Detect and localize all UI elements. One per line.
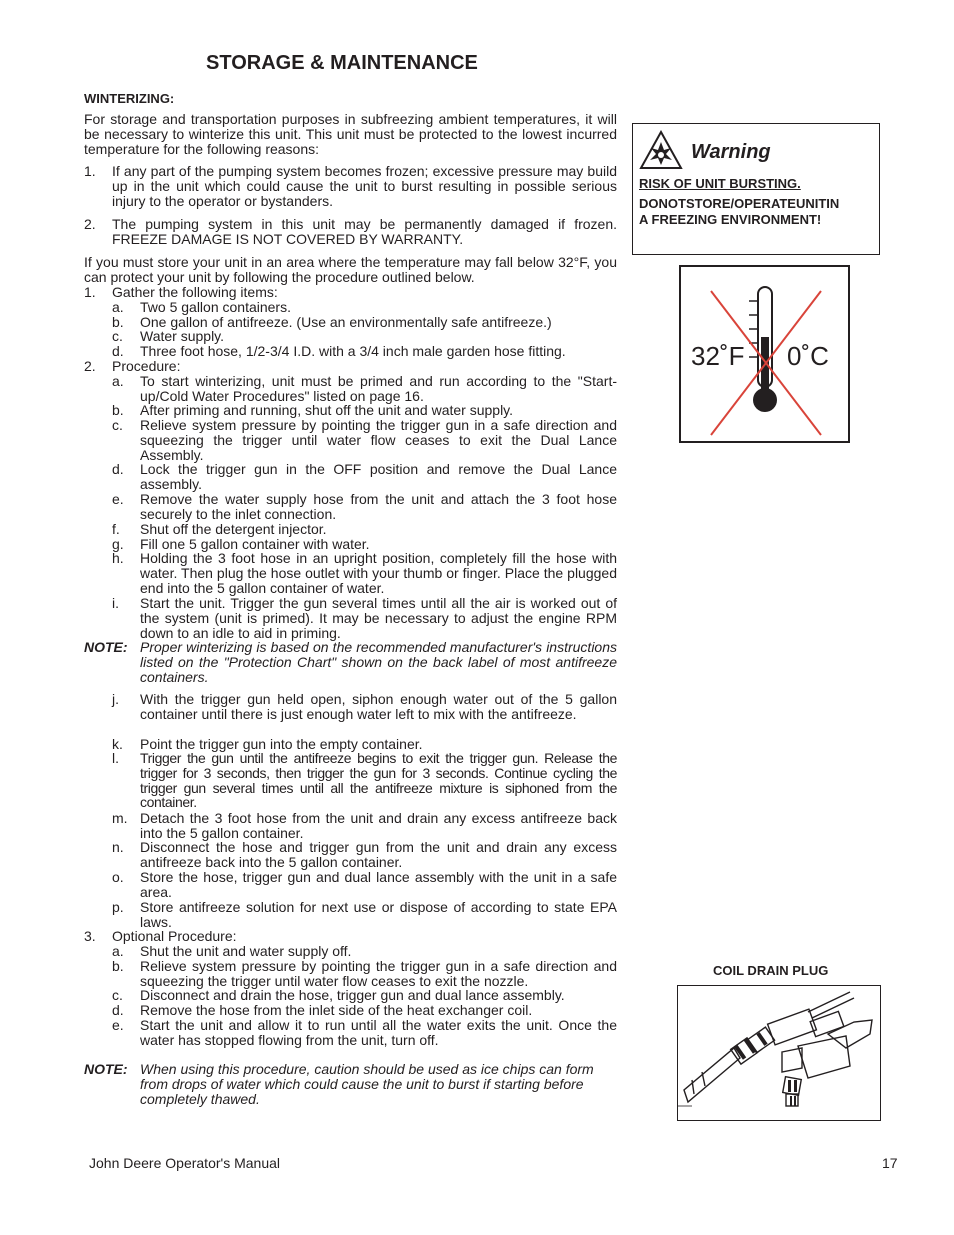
note-block: [84, 1062, 617, 1106]
item-text: Store antifreeze solution for next use or dispose of according to state EPA laws.: [140, 899, 617, 930]
item-text: Holding the 3 foot hose in an upright position, completely fill the hose with water. Then plug the hose outlet with your thumb or finger. Place the plugged end into the 5 gallon container of water.: [140, 550, 617, 596]
note-text: When using this procedure, caution should be used as ice chips can form from drops of water which could cause the unit to burst if starting before completely thawed.: [140, 1061, 594, 1107]
item-label: l.: [112, 750, 119, 766]
item-text: Shut off the detergent injector.: [140, 521, 327, 537]
item-label: h.: [112, 550, 124, 566]
reason-item: [84, 217, 617, 247]
item-text: Start the unit. Trigger the gun several times until all the air is worked out of the system (unit is primed). It may be necessary to adjust the engine RPM down to an idle to aid in priming.: [140, 595, 617, 641]
list-item: [84, 492, 617, 522]
list-item: [84, 344, 617, 359]
step-heading: [84, 929, 617, 944]
item-text: Detach the 3 foot hose from the unit and drain any excess antifreeze back into the 5 gallon container.: [140, 810, 617, 841]
item-label: b.: [112, 314, 124, 330]
item-text: Start the unit and allow it to run until all the water exits the unit. Once the water has stopped flowing from the unit, turn off.: [140, 1017, 617, 1048]
list-item: [84, 870, 617, 900]
item-label: e.: [112, 1017, 124, 1033]
item-text: Water supply.: [140, 328, 225, 344]
explosion-warning-icon: [639, 130, 683, 175]
page-title: STORAGE & MAINTENANCE: [206, 52, 478, 74]
step-text: Gather the following items:: [112, 284, 278, 300]
page-number: 17: [882, 1155, 898, 1171]
item-label: e.: [112, 491, 124, 507]
item-text: Relieve system pressure by pointing the trigger gun in a safe direction and squeezing the trigger until water flow ceases to exit the Dual Lance Assembly.: [140, 417, 617, 463]
note-block: [84, 640, 617, 684]
warning-risk: RISK OF UNIT BURSTING.: [639, 176, 801, 191]
item-label: k.: [112, 736, 123, 752]
list-item: [84, 596, 617, 640]
store-paragraph: If you must store your unit in an area where the temperature may fall below 32°F, you can protect your unit by following the procedure outlined below.: [84, 254, 617, 285]
list-item: [84, 1018, 617, 1048]
item-text: Relieve system pressure by pointing the trigger gun in a safe direction and squeezing the trigger until water flow ceases to exit the nozzle.: [140, 958, 617, 989]
note-text: Proper winterizing is based on the recommended manufacturer's instructions listed on the "Protection Chart" shown on the back label of most antifreeze containers.: [140, 639, 617, 685]
item-label: n.: [112, 839, 124, 855]
fahrenheit-label: 32˚F: [691, 341, 745, 371]
item-text: Two 5 gallon containers.: [140, 299, 291, 315]
item-label: d.: [112, 461, 124, 477]
item-text: Point the trigger gun into the empty container.: [140, 736, 423, 752]
list-item: [84, 959, 617, 989]
list-item: [84, 403, 617, 418]
item-label: f.: [112, 521, 120, 537]
list-item: [84, 900, 617, 930]
item-text: Fill one 5 gallon container with water.: [140, 536, 370, 552]
item-text: Three foot hose, 1/2-3/4 I.D. with a 3/4 inch male garden hose fitting.: [140, 343, 566, 359]
step-label: 2.: [84, 358, 96, 374]
freezing-thermometer-graphic: [679, 265, 850, 443]
item-text: If any part of the pumping system becomes frozen; excessive pressure may build up in the unit which could cause the unit to burst resulting in possible serious injury to the operator or bystanders.: [112, 163, 617, 209]
item-label: o.: [112, 869, 124, 885]
intro-paragraph: For storage and transportation purposes in subfreezing ambient temperatures, it will be necessary to winterize this unit. This unit must be protected to the lowest incurred temperature for the following reasons:: [84, 111, 617, 157]
item-text: Disconnect the hose and trigger gun from the unit and drain any excess antifreeze back into the 5 gallon container.: [140, 839, 617, 870]
list-item: [84, 374, 617, 404]
list-item: [84, 944, 617, 959]
section-heading: WINTERIZING:: [84, 91, 175, 106]
celsius-label: 0˚C: [787, 341, 829, 371]
coil-caption: COIL DRAIN PLUG: [713, 963, 829, 978]
item-text: Trigger the gun until the antifreeze begins to exit the trigger gun. Release the trigger for 3 seconds, then trigger the gun for 3 seconds. Continue cycling the trigger gun several times until all the antifreeze mixture is siphoned from the container.: [140, 750, 617, 811]
note-label: NOTE:: [84, 639, 128, 655]
item-text: The pumping system in this unit may be permanently damaged if frozen. FREEZE DAMAGE IS NOT COVERED BY WARRANTY.: [112, 216, 617, 247]
list-item: [84, 692, 617, 722]
item-text: Shut the unit and water supply off.: [140, 943, 352, 959]
note-label: NOTE:: [84, 1061, 128, 1077]
item-text: Disconnect and drain the hose, trigger gun and dual lance assembly.: [140, 987, 565, 1003]
item-label: a.: [112, 943, 124, 959]
item-label: c.: [112, 987, 123, 1003]
list-item: [84, 988, 617, 1003]
item-text: One gallon of antifreeze. (Use an environmentally safe antifreeze.): [140, 314, 552, 330]
list-item: [84, 840, 617, 870]
item-label: j.: [112, 691, 119, 707]
list-item: [84, 300, 617, 315]
item-label: c.: [112, 417, 123, 433]
item-text: To start winterizing, unit must be primed and run according to the "Start-up/Cold Water Procedures" listed on page 16.: [140, 373, 617, 404]
item-label: 1.: [84, 163, 96, 179]
item-text: Store the hose, trigger gun and dual lance assembly with the unit in a safe area.: [140, 869, 617, 900]
list-item: [84, 329, 617, 344]
warning-line: DONOTSTORE/OPERATEUNITIN: [639, 196, 840, 211]
item-label: a.: [112, 373, 124, 389]
item-text: Lock the trigger gun in the OFF position and remove the Dual Lance assembly.: [140, 461, 617, 492]
step-heading: [84, 359, 617, 374]
item-label: c.: [112, 328, 123, 344]
item-label: b.: [112, 958, 124, 974]
warning-box: [632, 123, 880, 255]
item-label: a.: [112, 299, 124, 315]
step-label: 3.: [84, 928, 96, 944]
step-text: Procedure:: [112, 358, 181, 374]
item-label: d.: [112, 343, 124, 359]
item-label: 2.: [84, 216, 96, 232]
list-item: [84, 1003, 617, 1018]
item-text: With the trigger gun held open, siphon enough water out of the 5 gallon container until there is just enough water left to mix with the antifreeze.: [140, 691, 617, 722]
list-item: [84, 462, 617, 492]
item-label: b.: [112, 402, 124, 418]
list-item: [84, 522, 617, 537]
coil-drain-plug-image: [677, 985, 881, 1121]
item-text: Remove the hose from the inlet side of the heat exchanger coil.: [140, 1002, 533, 1018]
step-label: 1.: [84, 284, 96, 300]
list-item: [84, 418, 617, 462]
list-item: [84, 551, 617, 595]
step-heading: [84, 285, 617, 300]
footer-title: John Deere Operator's Manual: [89, 1155, 280, 1171]
item-label: i.: [112, 595, 119, 611]
item-text: Remove the water supply hose from the unit and attach the 3 foot hose securely to the inlet connection.: [140, 491, 617, 522]
item-label: d.: [112, 1002, 124, 1018]
item-label: m.: [112, 810, 128, 826]
list-item: [84, 751, 617, 810]
item-label: p.: [112, 899, 124, 915]
coil-drain-plug-icon: [678, 986, 880, 1120]
item-text: After priming and running, shut off the unit and water supply.: [140, 402, 514, 418]
list-item: [84, 811, 617, 841]
step-text: Optional Procedure:: [112, 928, 237, 944]
reason-item: [84, 164, 617, 208]
warning-line: A FREEZING ENVIRONMENT!: [639, 212, 822, 227]
warning-title: Warning: [691, 141, 771, 163]
item-label: g.: [112, 536, 124, 552]
